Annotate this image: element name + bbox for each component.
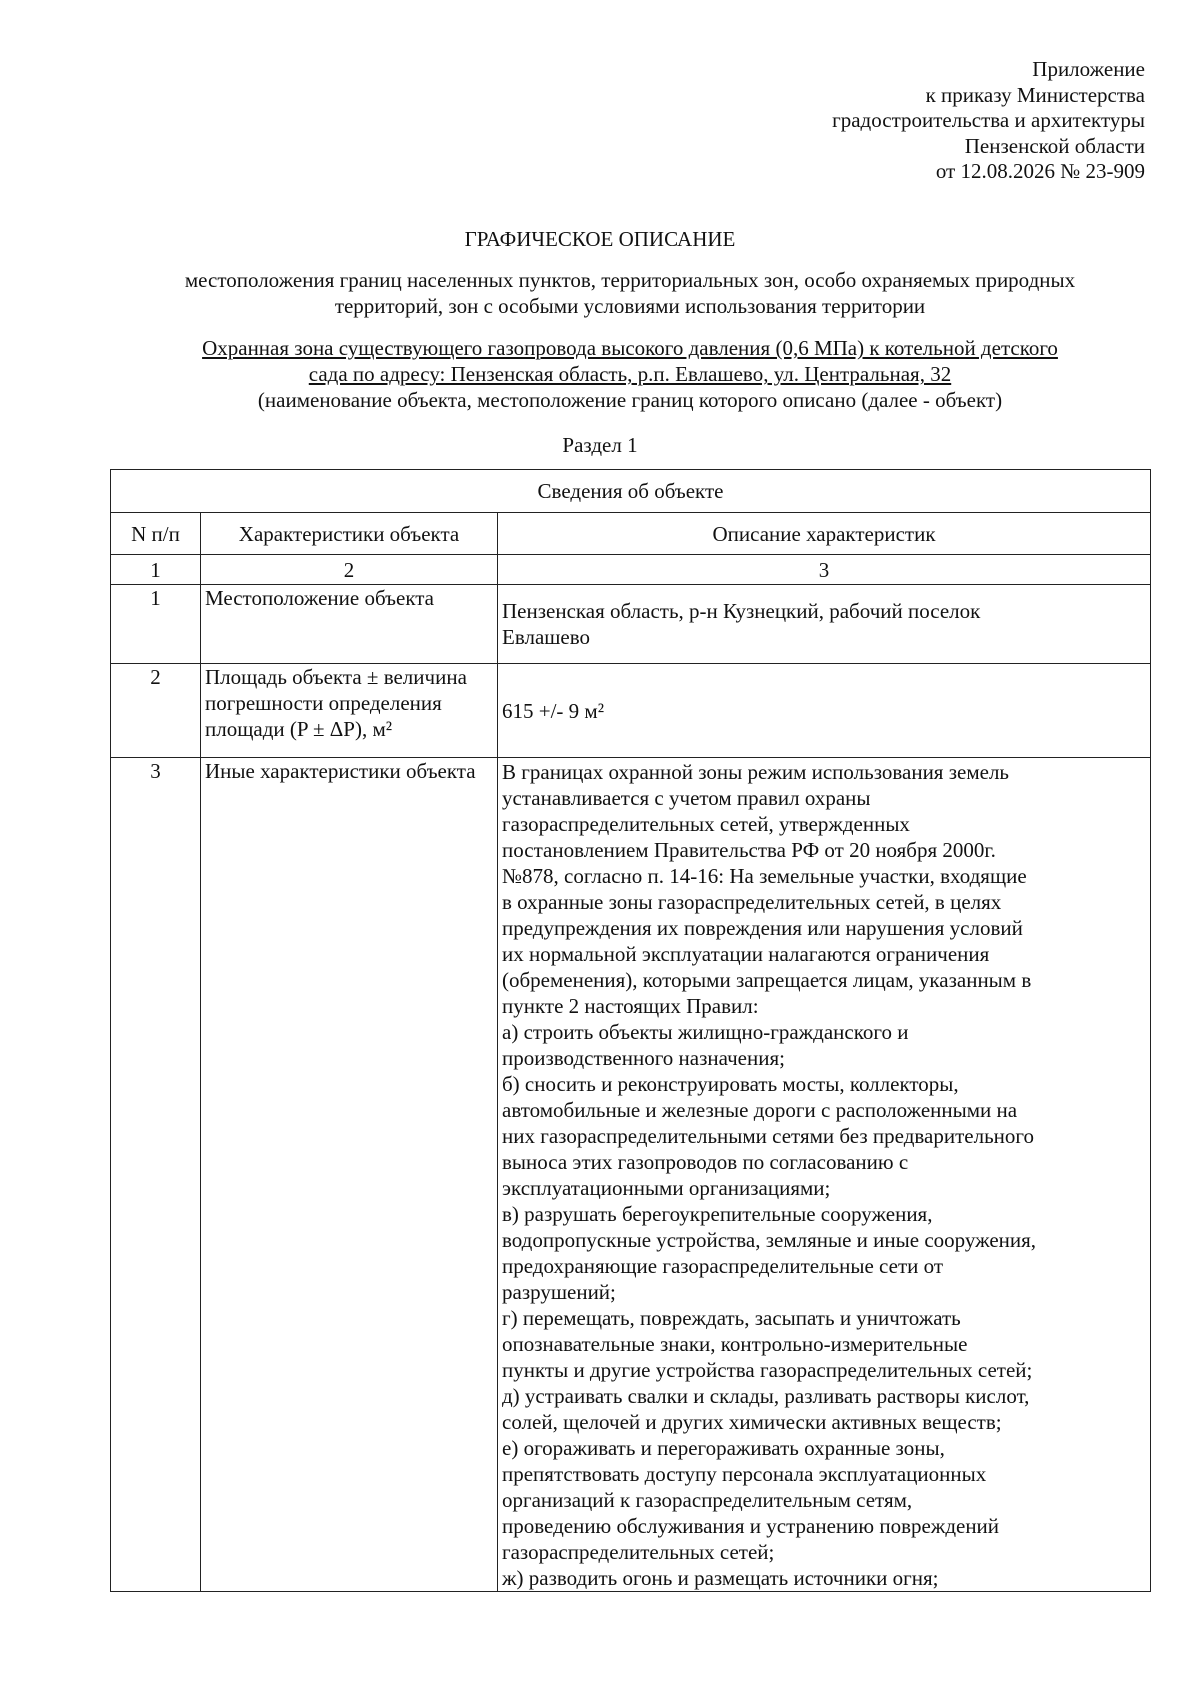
description-line: предупреждения их повреждения или нарушения условий xyxy=(502,916,1023,940)
description-line: разрушений; xyxy=(502,1280,616,1304)
description-line: газораспределительных сетей; xyxy=(502,1540,775,1564)
table-caption-row xyxy=(111,470,1151,513)
header-number: N п/п xyxy=(111,513,201,555)
description-line: д) устраивать свалки и склады, разливать растворы кислот, xyxy=(502,1384,1030,1408)
object-name-caption: (наименование объекта, местоположение границ которого описано (далее - объект) xyxy=(257,388,1003,412)
description-line: автомобильные и железные дороги с расположенными на xyxy=(502,1098,1018,1122)
header-description: Описание характеристик xyxy=(498,513,1151,555)
description-line: №878, согласно п. 14-16: На земельные участки, входящие xyxy=(502,864,1027,888)
column-number: 1 xyxy=(111,555,201,585)
characteristic-line: Площадь объекта ± величина xyxy=(205,665,467,689)
header-characteristic: Характеристики объекта xyxy=(201,513,498,555)
characteristic-line: погрешности определения xyxy=(205,691,442,715)
description-line: постановлением Правительства РФ от 20 ноября 2000г. xyxy=(502,838,996,862)
description-line: пункты и другие устройства газораспределительных сетей; xyxy=(502,1358,1033,1382)
subtitle-line: территорий, зон с особыми условиями использования территории xyxy=(334,294,926,318)
description-line: солей, щелочей и других химически активных веществ; xyxy=(502,1410,1002,1434)
description-line: в) разрушать берегоукрепительные сооружения, xyxy=(502,1202,933,1226)
description-line: б) сносить и реконструировать мосты, коллекторы, xyxy=(502,1072,959,1096)
description-line: них газораспределительными сетями без предварительного xyxy=(502,1124,1034,1148)
row-description xyxy=(498,585,1151,664)
description-line: (обременения), которыми запрещается лицам, указанным в xyxy=(502,968,1032,992)
description-line: эксплуатационными организациями; xyxy=(502,1176,831,1200)
description-line: в охранные зоны газораспределительных сетей, в целях xyxy=(502,890,1002,914)
table-caption: Сведения об объекте xyxy=(111,470,1151,513)
description-line: ж) разводить огонь и размещать источники огня; xyxy=(502,1566,939,1590)
row-description: 615 +/- 9 м² xyxy=(498,664,1151,758)
description-line: опознавательные знаки, контрольно-измерительные xyxy=(502,1332,968,1356)
object-name-block xyxy=(110,335,1150,413)
appendix-order-line: от 12.08.2026 № 23-909 xyxy=(935,159,1145,183)
row-number: 1 xyxy=(111,585,201,664)
table-header-row xyxy=(111,513,1151,555)
description-line: газораспределительных сетей, утвержденных xyxy=(502,812,910,836)
section-heading: Раздел 1 xyxy=(562,433,638,457)
description-line: проведению обслуживания и устранению повреждений xyxy=(502,1514,1000,1538)
column-number: 3 xyxy=(498,555,1151,585)
description-line: устанавливается с учетом правил охраны xyxy=(502,786,871,810)
description-line: г) перемещать, повреждать, засыпать и уничтожать xyxy=(502,1306,961,1330)
row-description xyxy=(498,758,1151,1592)
document-title: ГРАФИЧЕСКОЕ ОПИСАНИЕ xyxy=(464,227,736,251)
description-line: организаций к газораспределительным сетям, xyxy=(502,1488,913,1512)
row-number: 2 xyxy=(111,664,201,758)
description-line: е) огораживать и перегораживать охранные зоны, xyxy=(502,1436,945,1460)
description-line: их нормальной эксплуатации налагаются ограничения xyxy=(502,942,990,966)
object-name-line: Охранная зона существующего газопровода высокого давления (0,6 МПа) к котельной детского xyxy=(202,336,1058,360)
document-subtitle xyxy=(110,267,1150,319)
appendix-line: градостроительства и архитектуры xyxy=(832,108,1145,132)
row-characteristic xyxy=(201,664,498,758)
appendix-line: Приложение xyxy=(1032,57,1145,81)
appendix-block xyxy=(625,57,1145,185)
characteristic-text: Иные характеристики объекта xyxy=(205,759,476,783)
description-line: предохраняющие газораспределительные сети от xyxy=(502,1254,944,1278)
subtitle-line: местоположения границ населенных пунктов, территориальных зон, особо охраняемых природных xyxy=(184,268,1076,292)
description-line: В границах охранной зоны режим использования земель xyxy=(502,760,1009,784)
row-number: 3 xyxy=(111,758,201,1592)
column-number-row xyxy=(111,555,1151,585)
characteristic-line: площади (P ± ΔP), м² xyxy=(205,717,393,741)
description-line: Пензенская область, р-н Кузнецкий, рабочий поселок xyxy=(502,599,981,623)
column-number: 2 xyxy=(201,555,498,585)
row-characteristic xyxy=(201,758,498,1592)
description-line: производственного назначения; xyxy=(502,1046,785,1070)
row-characteristic: Местоположение объекта xyxy=(201,585,498,664)
object-name-line: сада по адресу: Пензенская область, р.п. Евлашево, ул. Центральная, 32 xyxy=(308,362,952,386)
description-line: препятствовать доступу персонала эксплуатационных xyxy=(502,1462,987,1486)
table-row xyxy=(111,585,1151,664)
object-info-table xyxy=(110,469,1151,1592)
table-row xyxy=(111,758,1151,1592)
description-line: а) строить объекты жилищно-гражданского и xyxy=(502,1020,909,1044)
description-line: водопропускные устройства, земляные и иные сооружения, xyxy=(502,1228,1037,1252)
appendix-line: Пензенской области xyxy=(964,133,1145,158)
description-line: Евлашево xyxy=(502,625,591,649)
description-line: пункте 2 настоящих Правил: xyxy=(502,994,759,1018)
table-row xyxy=(111,664,1151,758)
description-line: выноса этих газопроводов по согласованию с xyxy=(502,1150,909,1174)
appendix-line: к приказу Министерства xyxy=(925,82,1145,107)
